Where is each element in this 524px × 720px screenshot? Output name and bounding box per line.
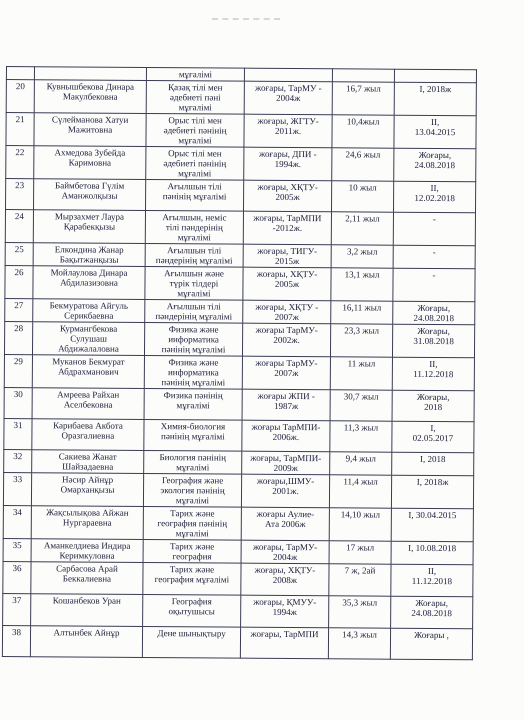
cell-name-line: Абдрахманович (58, 366, 119, 377)
cell-number: 22 (6, 146, 34, 179)
cell-subject-line: Физика және (168, 357, 219, 368)
cell-subject-line: Қазақ тілі мен (168, 82, 223, 93)
cell-category (391, 541, 473, 565)
cell-number (6, 67, 34, 80)
cell-subject-line: пәнінің мұғалімі (161, 344, 226, 355)
cell-subject-line: География және (161, 475, 224, 486)
cell-education (244, 81, 332, 115)
cell-education-line: 2005ж (274, 278, 300, 290)
cell-education (242, 389, 330, 421)
cell-education (241, 595, 329, 628)
cell-education-line: 2006ж. (272, 431, 300, 443)
cell-number: 28 (4, 321, 32, 354)
cell-experience: 24,6 жыл (332, 148, 394, 181)
cell-number: 26 (5, 265, 33, 298)
cell-category (390, 628, 472, 660)
cell-subject (145, 266, 243, 300)
cell-name-line: Абдижалаловна (58, 343, 119, 354)
cell-name-line: Елкондина Жанар (54, 244, 124, 255)
cell-name-line: Мажитовна (67, 124, 113, 135)
cell-number: 34 (3, 505, 31, 538)
cell-subject-line: мұғалімі (175, 495, 210, 506)
cell-number: 32 (4, 449, 32, 472)
cell-category-line: Жоғары, (415, 597, 449, 609)
cell-education-line: 2002ж. (273, 334, 300, 346)
cell-subject (143, 473, 241, 507)
cell-category (391, 475, 473, 509)
cell-name-line: Нургараевна (62, 517, 112, 528)
cell-name-line: Амреева Райхан (57, 389, 120, 400)
cell-subject-line: Дене шынықтыру (157, 628, 226, 639)
cell-education-line: жоғары, ХҚТУ- (254, 564, 316, 576)
cell-category-line: 24.08.2018 (411, 607, 452, 619)
cell-category-line: 31.08.2018 (413, 335, 454, 347)
cell-category-line: 11.12.2018 (411, 575, 453, 587)
cell-name (31, 506, 143, 540)
cell-category (392, 421, 474, 453)
cell-subject-line: мұғалімі (178, 168, 212, 179)
cell-number: 30 (4, 387, 32, 418)
cell-education-line: жоғары, ЖГТУ- (257, 115, 319, 127)
cell-subject-line: пәнінің мұғалімі (161, 377, 226, 388)
cell-category (394, 69, 476, 83)
cell-education (243, 300, 331, 324)
cell-name (33, 179, 145, 211)
cell-number: 29 (4, 354, 32, 387)
cell-education (242, 356, 330, 390)
cell-experience: 16,11 жыл (331, 301, 393, 324)
scan-mark (212, 18, 280, 30)
cell-subject (146, 67, 244, 81)
table-row (3, 472, 473, 508)
table-row (4, 418, 474, 452)
cell-name (34, 113, 146, 147)
table-row (4, 354, 474, 390)
cell-number: 33 (3, 472, 31, 505)
cell-name (32, 419, 144, 451)
cell-category (393, 181, 475, 213)
cell-name-line: Курмангбекова (59, 323, 118, 334)
cell-subject-line: мұғалімі (175, 528, 209, 539)
cell-name-line: Сарбасова Арай (56, 563, 118, 574)
cell-category-line: I, (430, 422, 436, 434)
cell-name-line: Сулушаш (70, 333, 107, 344)
cell-category (394, 82, 476, 116)
cell-name-line: Сакиева Жанат (58, 451, 117, 462)
cell-category (392, 357, 474, 391)
cell-name-line: Баймбетова Гүлім (55, 180, 125, 191)
cell-category-line: I, 2018 (419, 453, 446, 465)
cell-name-line: Шайзадаевна (62, 461, 114, 472)
cell-category (392, 390, 474, 422)
cell-subject-line: мұғалімі (177, 288, 211, 299)
cell-category-line: Жоғары, (416, 391, 450, 403)
cell-subject-line: Ағылшын тілі (167, 245, 222, 256)
cell-subject-line: Орыс тілі мен (168, 115, 222, 126)
cell-name-line: Қарабекқызы (63, 221, 116, 232)
cell-education-line: 2007ж (274, 311, 299, 323)
cell-category (393, 212, 475, 246)
cell-name (34, 146, 146, 180)
cell-experience: 7 ж, 2ай (329, 564, 391, 596)
cell-category (394, 148, 476, 182)
cell-experience (332, 69, 394, 82)
cell-education (242, 420, 330, 452)
cell-subject-line: түрік тілдері (169, 278, 219, 289)
cell-category (393, 245, 475, 269)
table-row (3, 593, 473, 628)
table-row (4, 387, 474, 421)
cell-education-line: жоғары ЖПИ - (257, 390, 315, 402)
cell-name (31, 594, 143, 627)
cell-experience: 11,4 жыл (329, 475, 391, 508)
cell-subject-line: мұғалімі (178, 135, 212, 146)
cell-category-line: Жоғары, (417, 325, 450, 337)
cell-experience: 13,1 жыл (331, 268, 393, 301)
cell-education (244, 68, 332, 82)
cell-experience: 35,3 жыл (329, 596, 391, 628)
cell-subject (145, 210, 243, 244)
cell-name-line: Омарханқызы (60, 484, 115, 495)
cell-experience: 2,11 жыл (331, 212, 393, 245)
cell-category (391, 508, 473, 542)
cell-name (33, 266, 145, 300)
staff-table-body (2, 67, 476, 660)
cell-subject (143, 562, 241, 595)
cell-category-line: I, 2018ж (419, 83, 452, 95)
cell-subject-line: мұғалімі (176, 400, 210, 411)
cell-education-line: жоғары,ШМУ- (256, 475, 315, 487)
cell-subject (142, 626, 240, 658)
cell-name-line: Нәсир Айнұр (61, 474, 114, 485)
cell-category-line: II, (430, 182, 439, 194)
cell-experience: 11 жыл (330, 357, 392, 390)
table-row (4, 449, 474, 475)
cell-education-line: 1987ж (273, 400, 299, 412)
cell-education-line: 2007ж (274, 367, 299, 379)
cell-subject-line: пәндерінің мұғалімі (155, 311, 233, 322)
cell-name-line: Мырзахмет Лаура (54, 211, 125, 222)
cell-subject-line: география пәнінің (157, 518, 228, 529)
cell-education-line: жоғары Аулие- (256, 508, 315, 520)
cell-number: 24 (5, 210, 33, 243)
cell-name-line: Ахмедова Зубейда (54, 147, 126, 158)
cell-name (31, 562, 143, 595)
cell-education-line: жоғары ТарМПИ- (251, 421, 321, 433)
cell-name (31, 539, 143, 563)
cell-subject-line: пәндерінің мұғалімі (155, 255, 233, 266)
cell-name-line: Кошанбеков Уран (52, 595, 121, 606)
table-row (5, 179, 475, 213)
cell-education (243, 244, 331, 268)
cell-education-line: жоғары, ТарМПИ (250, 628, 319, 640)
cell-category (391, 564, 473, 597)
table-row (5, 298, 475, 324)
cell-subject-line: әдебиеті пәні (169, 92, 221, 103)
cell-experience: 16,7 жыл (332, 82, 394, 115)
cell-name (32, 388, 144, 420)
cell-subject (144, 419, 242, 451)
cell-education (241, 507, 329, 541)
cell-name-line: Серикбаевна (64, 310, 114, 321)
cell-education-line: 2009ж (273, 462, 298, 474)
cell-subject-line: Тарих және (169, 564, 215, 575)
cell-name-line: Керимкуловна (59, 550, 115, 561)
cell-subject-line: Физика пәнінің (163, 390, 223, 401)
cell-number: 27 (5, 298, 33, 321)
cell-subject (146, 113, 244, 147)
cell-name (33, 210, 145, 244)
cell-name-line: Аманжолқызы (61, 190, 118, 201)
table-row (3, 561, 473, 596)
cell-education (242, 323, 330, 357)
cell-subject-line: экология пәнінің (160, 485, 225, 496)
cell-experience: 10 жыл (331, 181, 393, 212)
cell-education-line: 2015ж (275, 255, 300, 267)
cell-education (244, 114, 332, 148)
cell-experience: 30,7 жыл (330, 390, 392, 421)
cell-education-line: -2012ж. (272, 222, 303, 234)
cell-subject-line: әдебиеті пәнінің (163, 158, 227, 169)
cell-name (34, 80, 146, 114)
cell-category-line: 11.12.2018 (413, 368, 454, 380)
cell-name-line: Беккалиевна (62, 573, 112, 584)
cell-education-line: 2005ж (275, 191, 300, 203)
cell-category-line: 02.05.2017 (412, 432, 454, 444)
cell-subject (145, 179, 243, 211)
cell-name-line: Бекмуратова Айгуль (49, 300, 129, 311)
cell-subject-line: Тарих және (170, 508, 215, 519)
cell-number: 21 (6, 113, 34, 146)
cell-name-line: Аселбековна (63, 399, 113, 410)
cell-subject-line: мұғалімі (178, 102, 212, 113)
cell-education (241, 540, 329, 564)
cell-subject-line: Ағылшын тілі (167, 181, 222, 192)
cell-education-line: жоғары ТарМУ- (255, 324, 318, 336)
cell-subject (143, 594, 241, 627)
cell-subject (144, 450, 242, 474)
cell-subject-line: оқытушысы (168, 606, 215, 617)
cell-category-line: 24.08.2018 (414, 159, 456, 171)
cell-name-line: Бақытжанқызы (59, 254, 119, 265)
cell-subject (143, 539, 241, 563)
cell-education (244, 147, 332, 181)
cell-subject (144, 355, 242, 389)
cell-category (393, 301, 475, 325)
cell-name-line: Карибаева Акбота (53, 420, 123, 431)
cell-category (392, 452, 474, 476)
cell-category-line: 12.02.2018 (414, 192, 455, 204)
cell-name-line: Аманкелдиева Индира (43, 540, 131, 551)
cell-subject-line: География (171, 596, 212, 607)
cell-name (32, 450, 144, 474)
cell-number: 31 (4, 418, 32, 449)
cell-name (33, 243, 145, 267)
cell-education (243, 267, 331, 301)
cell-education (240, 627, 328, 659)
cell-number: 20 (6, 80, 34, 113)
cell-subject-line: Тарих және (169, 541, 215, 552)
table-row (4, 321, 474, 357)
cell-name (32, 355, 144, 389)
cell-education (243, 211, 331, 245)
cell-name (33, 299, 145, 323)
cell-name-line: Алтынбек Айнұр (53, 627, 120, 638)
cell-category-line: II, (427, 565, 437, 577)
cell-category (392, 324, 474, 358)
cell-education (243, 180, 331, 212)
cell-name-line: Абдилазизовна (60, 277, 118, 288)
cell-category-line: Жоғары, (418, 149, 452, 161)
cell-subject (146, 80, 244, 114)
cell-number: 25 (5, 242, 33, 265)
cell-experience: 17 жыл (329, 541, 391, 564)
cell-category-line: 24.08.2018 (413, 312, 455, 324)
cell-name-line: Макулбековна (62, 91, 118, 102)
cell-number: 35 (3, 538, 31, 561)
cell-category-line: - (432, 269, 436, 281)
cell-subject-line: Биология пәнінің (159, 452, 227, 463)
cell-category-line: Жоғары, (417, 302, 451, 314)
cell-number: 37 (3, 593, 31, 625)
cell-education-line: жоғары, ҚМУУ- (253, 596, 317, 608)
cell-name-line: Каримовна (68, 157, 112, 168)
cell-category-line: II, (429, 358, 438, 370)
cell-subject (143, 506, 241, 540)
cell-subject-line: информатика (167, 367, 219, 378)
cell-education-line: 2001ж. (272, 485, 299, 497)
cell-category-line: II, (430, 116, 440, 128)
cell-number: 36 (3, 561, 31, 593)
cell-category (391, 596, 473, 629)
cell-subject-line: Ағылшын, неміс (162, 212, 227, 223)
cell-subject-line: тілі пәндерінің (165, 222, 223, 233)
cell-education-line: 2011ж. (274, 125, 302, 137)
cell-number: 38 (2, 625, 30, 656)
cell-subject-line: Ағылшын тілі (166, 301, 221, 312)
cell-name (32, 322, 144, 356)
cell-subject-line: мұғалімі (177, 232, 211, 243)
cell-category-line: - (432, 213, 436, 225)
cell-education (241, 563, 329, 596)
cell-experience: 10,4жыл (332, 115, 394, 148)
table-row (6, 113, 476, 149)
cell-experience: 9,4 жыл (330, 452, 392, 475)
cell-category-line: - (432, 246, 436, 258)
cell-category (393, 268, 475, 302)
cell-education-line: 1994ж (272, 606, 297, 618)
subject-line: мұғалімі (178, 69, 213, 80)
cell-category-line: I, 30.04.2015 (408, 509, 457, 521)
staff-table (2, 66, 477, 660)
cell-subject-line: география (172, 551, 212, 562)
cell-category-line: 13.04.2015 (414, 126, 456, 138)
cell-education-line: 1994ж. (274, 158, 302, 170)
cell-education-line: 2004ж (272, 551, 298, 563)
cell-education-line: жоғары, ХҚТУ- (256, 268, 318, 280)
cell-subject (146, 146, 244, 180)
table-row (5, 210, 475, 246)
cell-category (394, 115, 476, 149)
cell-education-line: Ата 2006ж (264, 518, 306, 530)
cell-name (34, 67, 146, 81)
cell-subject-line: мұғалімі (176, 462, 210, 473)
cell-name (31, 473, 143, 507)
cell-education-line: 2008ж (272, 574, 298, 586)
cell-name-line: Сүлейманова Хатуи (51, 114, 129, 125)
cell-experience: 23,3 жыл (330, 324, 392, 357)
cell-experience: 3,2 жыл (331, 245, 393, 268)
cell-education-line: жоғары, ТарМПИ (253, 212, 322, 224)
cell-subject-line: пәнінің мұғалімі (161, 431, 225, 442)
cell-subject-line: Химия-биология (160, 421, 226, 432)
cell-subject (144, 322, 242, 356)
table-row (2, 625, 472, 659)
cell-subject (145, 299, 243, 323)
table-row (6, 80, 476, 116)
cell-education-line: 2004ж (276, 92, 301, 104)
cell-subject-line: Ағылшын және (164, 268, 224, 279)
cell-category-line: I, 10.08.2018 (408, 542, 457, 554)
cell-category-line: Жоғары , (414, 629, 449, 641)
cell-education (241, 474, 329, 508)
cell-education (242, 451, 330, 475)
cell-education-line: жоғары ТарМУ- (255, 357, 318, 369)
table-row (5, 265, 475, 301)
cell-subject (145, 243, 243, 267)
cell-education-line: жоғары, ТарМУ- (252, 541, 318, 553)
cell-name-line: Муканов Бекмурат (52, 356, 125, 367)
cell-education-line: жоғары, ДПИ - (259, 148, 317, 160)
cell-education-line: жоғары, ТарМПИ- (250, 452, 322, 464)
cell-name-line: Оразгалиевна (61, 430, 115, 441)
cell-category-line: I, 2018ж (416, 476, 449, 488)
cell-subject-line: пәнінің мұғалімі (162, 191, 227, 202)
cell-experience: 14,3 жыл (328, 628, 390, 659)
table-row (3, 538, 473, 564)
cell-subject-line: Физика және (168, 324, 219, 335)
cell-education-line: жоғары, ТарМУ - (255, 82, 322, 94)
cell-subject-line: география мұғалімі (154, 574, 230, 585)
cell-experience: 11,3 жыл (330, 421, 392, 452)
table-row (5, 242, 475, 268)
cell-subject-line: Орыс тілі мен (168, 148, 222, 159)
cell-education-line: жоғары, ТИГУ- (257, 245, 318, 257)
cell-category-line: 2018 (424, 401, 443, 413)
cell-experience: 14,10 жыл (329, 508, 391, 541)
table-row (3, 505, 473, 541)
cell-education-line: жоғары, ХҚТУ - (255, 301, 319, 313)
cell-name-line: Кувнышбекова Динара (46, 81, 135, 92)
cell-name-line: Жақсылықова Айжан (46, 507, 129, 518)
table-row (6, 146, 476, 182)
cell-number: 23 (5, 179, 33, 210)
cell-name (30, 626, 142, 658)
cell-subject (144, 388, 242, 420)
cell-education-line: жоғары, ХҚТУ- (257, 181, 318, 193)
cell-subject-line: информатика (168, 334, 219, 345)
cell-subject-line: әдебиеті пәнінің (163, 125, 227, 136)
cell-name-line: Мойлаулова Динара (50, 267, 128, 278)
